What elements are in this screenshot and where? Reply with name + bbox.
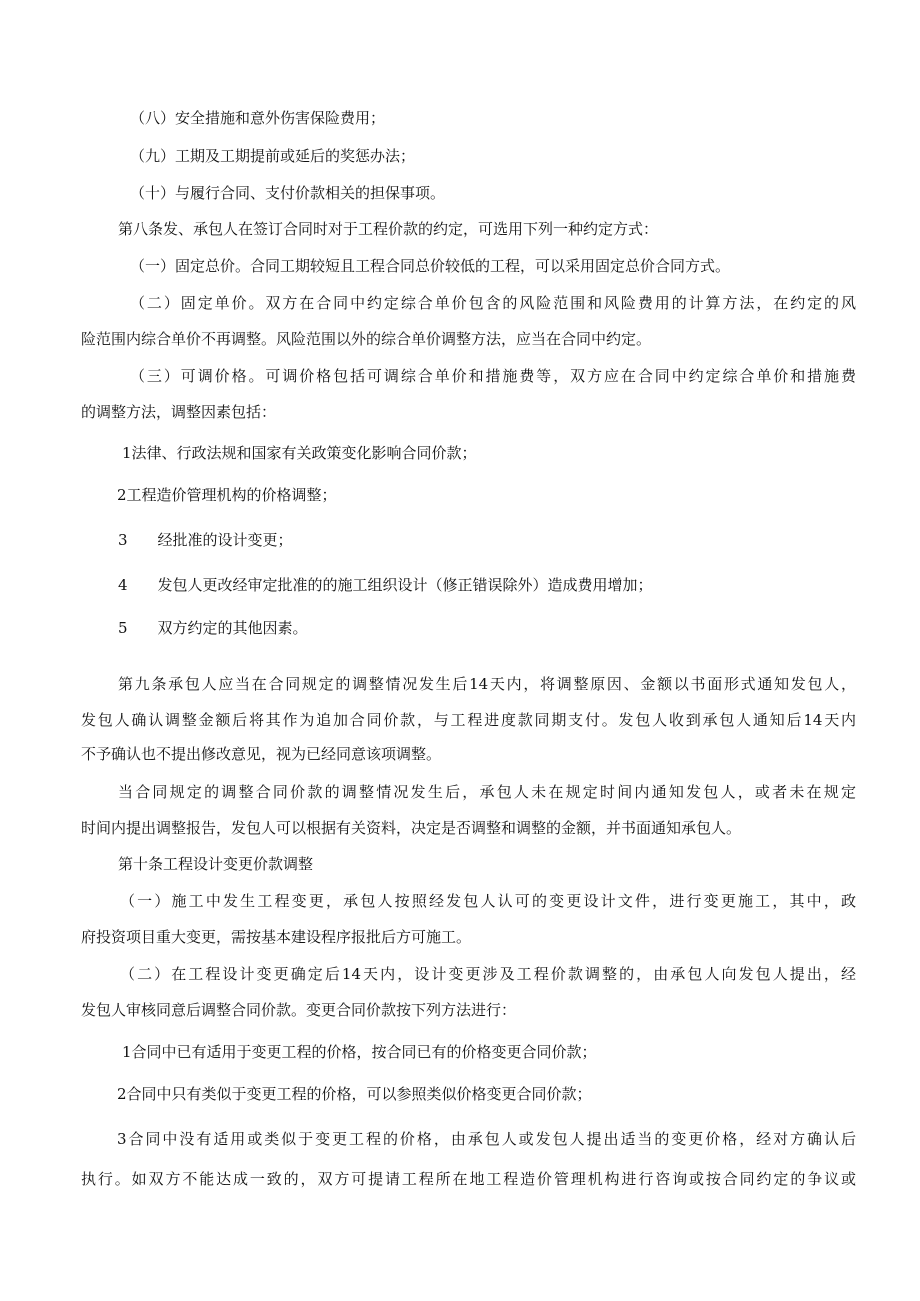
text-line (130, 366, 856, 386)
text-line: 府投资项目重大变更，需按基本建设程序报批后方可施工。 (81, 928, 472, 946)
text-line (117, 1129, 856, 1149)
text-line (120, 964, 856, 984)
text-line: 第八条发、承包人在签订合同时对于工程价款的约定，可选用下列一种约定方式： (118, 220, 659, 238)
text-line (120, 891, 856, 911)
text-line: 2合同中只有类似于变更工程的价格，可以参照类似价格变更合同价款； (117, 1085, 592, 1103)
text-line: 5 双方约定的其他因素。 (118, 619, 308, 637)
text-line: 的调整方法，调整因素包括： (81, 403, 277, 421)
text-line: 3 经批准的设计变更； (118, 531, 293, 549)
text-line-content: 3合同中没有适用或类似于变更工程的价格，由承包人或发包人提出适当的变更价格，经对方确认后 (117, 1130, 856, 1148)
text-line: 发包人审核同意后调整合同价款。变更合同价款按下列方法进行： (81, 1001, 517, 1019)
text-line-content: 当合同规定的调整合同价款的调整情况发生后，承包人未在规定时间内通知发包人，或者未在规定 (118, 783, 856, 801)
text-line: （九）工期及工期提前或延后的奖惩办法； (130, 147, 416, 165)
text-line-content: （二）在工程设计变更确定后14天内，设计变更涉及工程价款调整的，由承包人向发包人提出，经 (120, 965, 856, 983)
text-line: 4 发包人更改经审定批准的的施工组织设计（修正错误除外）造成费用增加； (118, 576, 653, 594)
text-line: 险范围内综合单价不再调整。风险范围以外的综合单价调整方法，应当在合同中约定。 (81, 330, 652, 348)
text-line: 不予确认也不提出修改意见，视为已经同意该项调整。 (81, 745, 442, 763)
text-line-content: （一）施工中发生工程变更，承包人按照经发包人认可的变更设计文件，进行变更施工，其中，政 (120, 892, 856, 910)
text-line: （一）固定总价。合同工期较短且工程合同总价较低的工程，可以采用固定总价合同方式。 (130, 257, 731, 275)
text-line: 1法律、行政法规和国家有关政策变化影响合同价款； (122, 444, 477, 462)
text-line (118, 782, 856, 802)
text-line (118, 674, 856, 694)
text-line-content: （三）可调价格。可调价格包括可调综合单价和措施费等，双方应在合同中约定综合单价和措施费 (130, 367, 856, 385)
text-line: 第十条工程设计变更价款调整 (118, 855, 314, 873)
text-line (81, 710, 856, 730)
text-line (130, 293, 856, 313)
text-line: 时间内提出调整报告，发包人可以根据有关资料，决定是否调整和调整的金额，并书面通知承包人。 (81, 819, 742, 837)
text-line-content: 发包人确认调整金额后将其作为追加合同价款，与工程进度款同期支付。发包人收到承包人通知后14天内 (81, 711, 856, 729)
text-line (81, 1169, 856, 1189)
text-line: 1合同中已有适用于变更工程的价格，按合同已有的价格变更合同价款； (122, 1043, 597, 1061)
text-line: 2工程造价管理机构的价格调整； (117, 486, 337, 504)
text-line-content: 执行。如双方不能达成一致的，双方可提请工程所在地工程造价管理机构进行咨询或按合同约定的争议或 (81, 1170, 856, 1188)
text-line: （八）安全措施和意外伤害保险费用； (130, 109, 386, 127)
text-line: （十）与履行合同、支付价款相关的担保事项。 (130, 184, 446, 202)
text-line-content: 第九条承包人应当在合同规定的调整情况发生后14天内，将调整原因、金额以书面形式通知发包人， (118, 675, 856, 693)
text-line-content: （二）固定单价。双方在合同中约定综合单价包含的风险范围和风险费用的计算方法，在约定的风 (130, 294, 856, 312)
